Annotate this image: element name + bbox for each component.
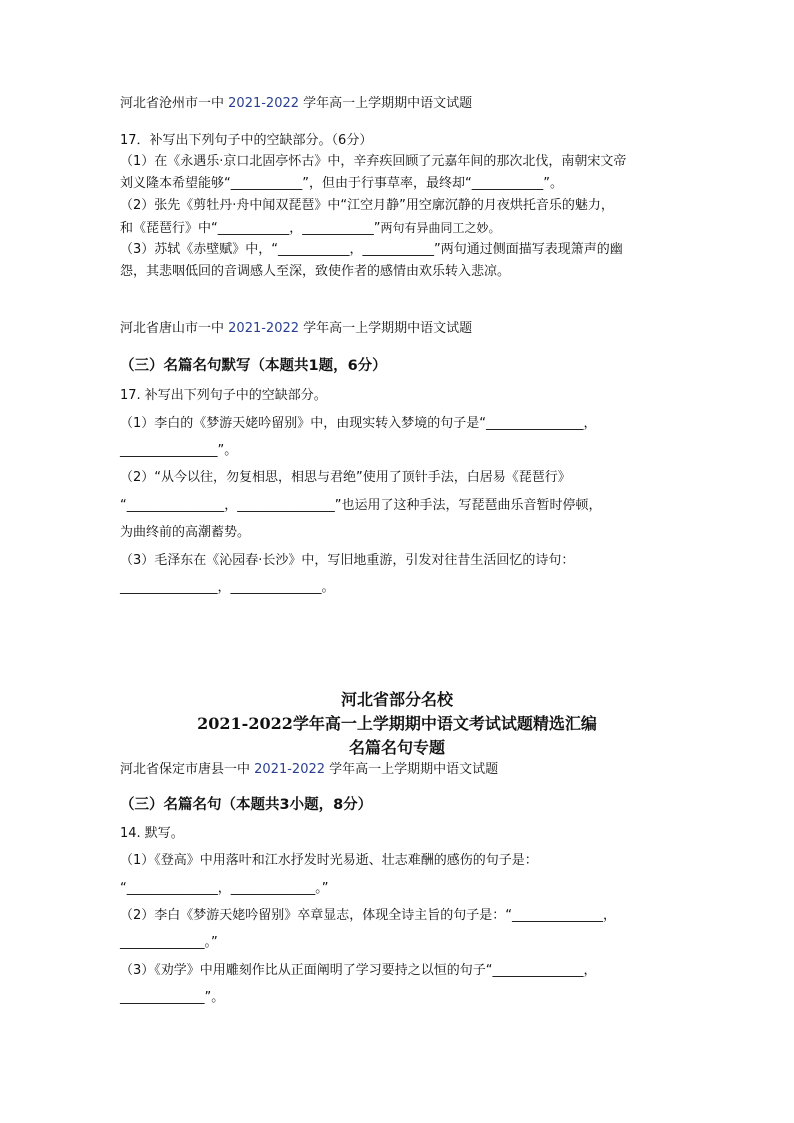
question-text: “______________，_____________。”	[120, 881, 329, 896]
source-rest: 学年高一上学期期中语文试题	[329, 762, 499, 777]
question-text: （2）张先《剪牡丹·舟中闻双琵琶》中“江空月静”用空廓沉静的月夜烘托音乐的魅力，	[120, 198, 614, 213]
section-heading: （三）名篇名句默写（本题共1题，6分）	[120, 358, 387, 374]
document-topic: 名篇名句专题	[348, 738, 445, 757]
question-text	[120, 218, 501, 239]
source-year: 2021-2022	[254, 762, 326, 777]
source-line	[120, 319, 472, 339]
question-text-part: 两句有异曲同工之妙。	[380, 221, 501, 235]
question-text: 怨，其悲咽低回的音调感人至深，致使作者的感情由欢乐转入悲凉。	[120, 264, 511, 279]
question-text: （2）李白《梦游天姥吟留别》卒章显志，体现全诗主旨的句子是：“______________，	[120, 908, 617, 923]
source-rest: 学年高一上学期期中语文试题	[303, 321, 473, 336]
question-title: 17. 补写出下列句子中的空缺部分。	[120, 388, 327, 403]
source-school: 河北省沧州市一中	[120, 96, 225, 111]
question-title: 17．补写出下列句子中的空缺部分。（6分）	[120, 133, 373, 148]
source-rest: 学年高一上学期期中语文试题	[303, 96, 473, 111]
source-school: 河北省唐山市一中	[120, 321, 225, 336]
source-year: 2021-2022	[228, 321, 300, 336]
question-text: （3）苏轼《赤壁赋》中，“___________，___________”两句通过侧面描写表现箫声的幽	[120, 242, 623, 257]
question-text: _______________”。	[120, 443, 238, 458]
document-title: 河北省部分名校	[340, 690, 453, 709]
question-text: （1）李白的《梦游天姥吟留别》中，由现实转入梦境的句子是“_______________，	[120, 416, 597, 431]
document-subtitle: 2021-2022学年高一上学期期中语文考试试题精选汇编	[197, 714, 597, 733]
question-text: （3）毛泽东在《沁园春·长沙》中，写旧地重游，引发对往昔生活回忆的诗句：	[120, 553, 575, 568]
question-text: （3）《劝学》中用雕刻作比从正面阐明了学习要持之以恒的句子“______________，	[120, 963, 597, 978]
section-heading: （三）名篇名句（本题共3小题，8分）	[120, 797, 373, 813]
question-text: 为曲终前的高潮蓄势。	[120, 525, 251, 540]
question-text: （1）《登高》中用落叶和江水抒发时光易逝、壮志难酬的感伤的句子是：	[120, 853, 538, 868]
question-text: （1）在《永遇乐·京口北固亭怀古》中，辛弃疾回顾了元嘉年间的那次北伐，南朝宋文帝	[120, 154, 627, 169]
question-text: （2）“从今以往，勿复相思，相思与君绝”使用了顶针手法，白居易《琵琶行》	[120, 470, 571, 485]
question-text-part: 和《琵琶行》中“___________，___________”	[120, 221, 381, 236]
source-line	[120, 94, 472, 114]
question-text: “_______________，_______________”也运用了这种手法，写琵琶曲乐音暂时停顿，	[120, 498, 602, 513]
question-text: _____________”。	[120, 990, 225, 1005]
source-line	[120, 760, 498, 780]
question-text: _______________，______________。	[120, 580, 335, 595]
source-school: 河北省保定市唐县一中	[120, 762, 251, 777]
source-year: 2021-2022	[228, 96, 300, 111]
question-text: _____________。”	[120, 935, 218, 950]
question-title: 14. 默写。	[120, 826, 184, 841]
question-text: 刘义隆本希望能够“___________”，但由于行事草率，最终却“___________”。	[120, 176, 563, 191]
